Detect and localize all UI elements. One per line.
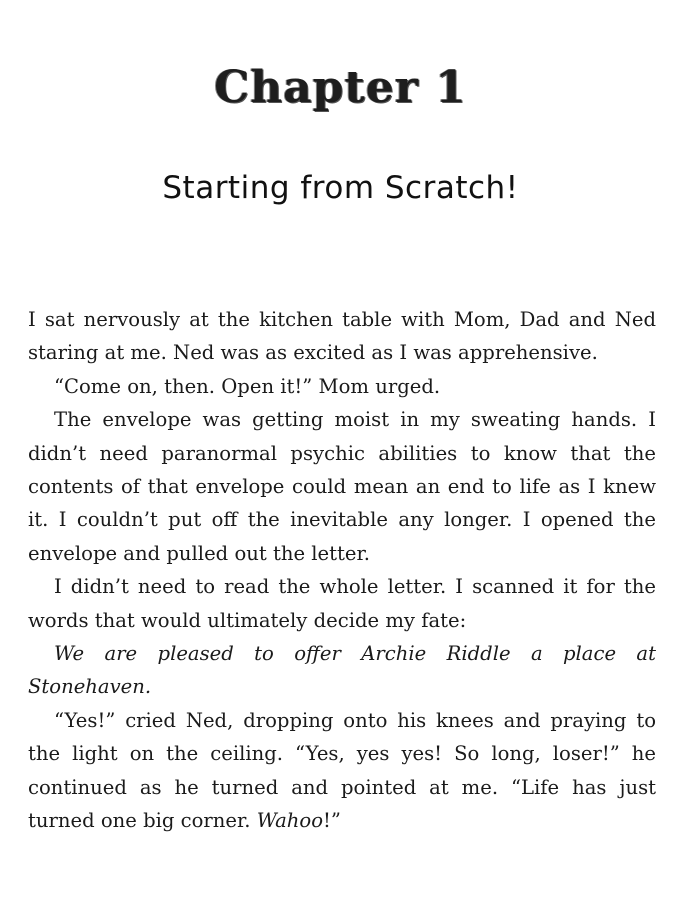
paragraph: “Come on, then. Open it!” Mom urged. bbox=[54, 374, 441, 398]
paragraph: I sat nervously at the kitchen table with Mom, Dad and Ned staring at me. Ned was as excited as I was apprehensive. bbox=[28, 308, 656, 365]
paragraph: I didn’t need to read the whole letter. I scanned it for the words that would ultimately decide my fate: bbox=[28, 575, 656, 632]
chapter-title-text: Chapter 1 bbox=[214, 62, 467, 113]
letter-quote: We are pleased to offer Archie Riddle a place at Stonehaven. bbox=[28, 642, 656, 699]
paragraph bbox=[28, 704, 656, 838]
paragraph-emphasis: Wahoo bbox=[256, 809, 324, 833]
paragraph-text-end: !” bbox=[323, 809, 341, 833]
chapter-title bbox=[0, 62, 681, 113]
chapter-subtitle: Starting from Scratch! bbox=[162, 170, 519, 206]
chapter-body bbox=[28, 303, 656, 838]
paragraph-text: “Yes!” cried Ned, dropping onto his knees and praying to the light on the ceiling. “Yes, yes yes! So long, loser!” he continued as he turned and pointed at me. “Life has just turned one big corner. bbox=[28, 708, 656, 833]
paragraph: The envelope was getting moist in my sweating hands. I didn’t need paranormal psychic abilities to know that the contents of that envelope could mean an end to life as I knew it. I couldn’t put off the inevitable any longer. I opened the envelope and pulled out the letter. bbox=[28, 408, 656, 565]
